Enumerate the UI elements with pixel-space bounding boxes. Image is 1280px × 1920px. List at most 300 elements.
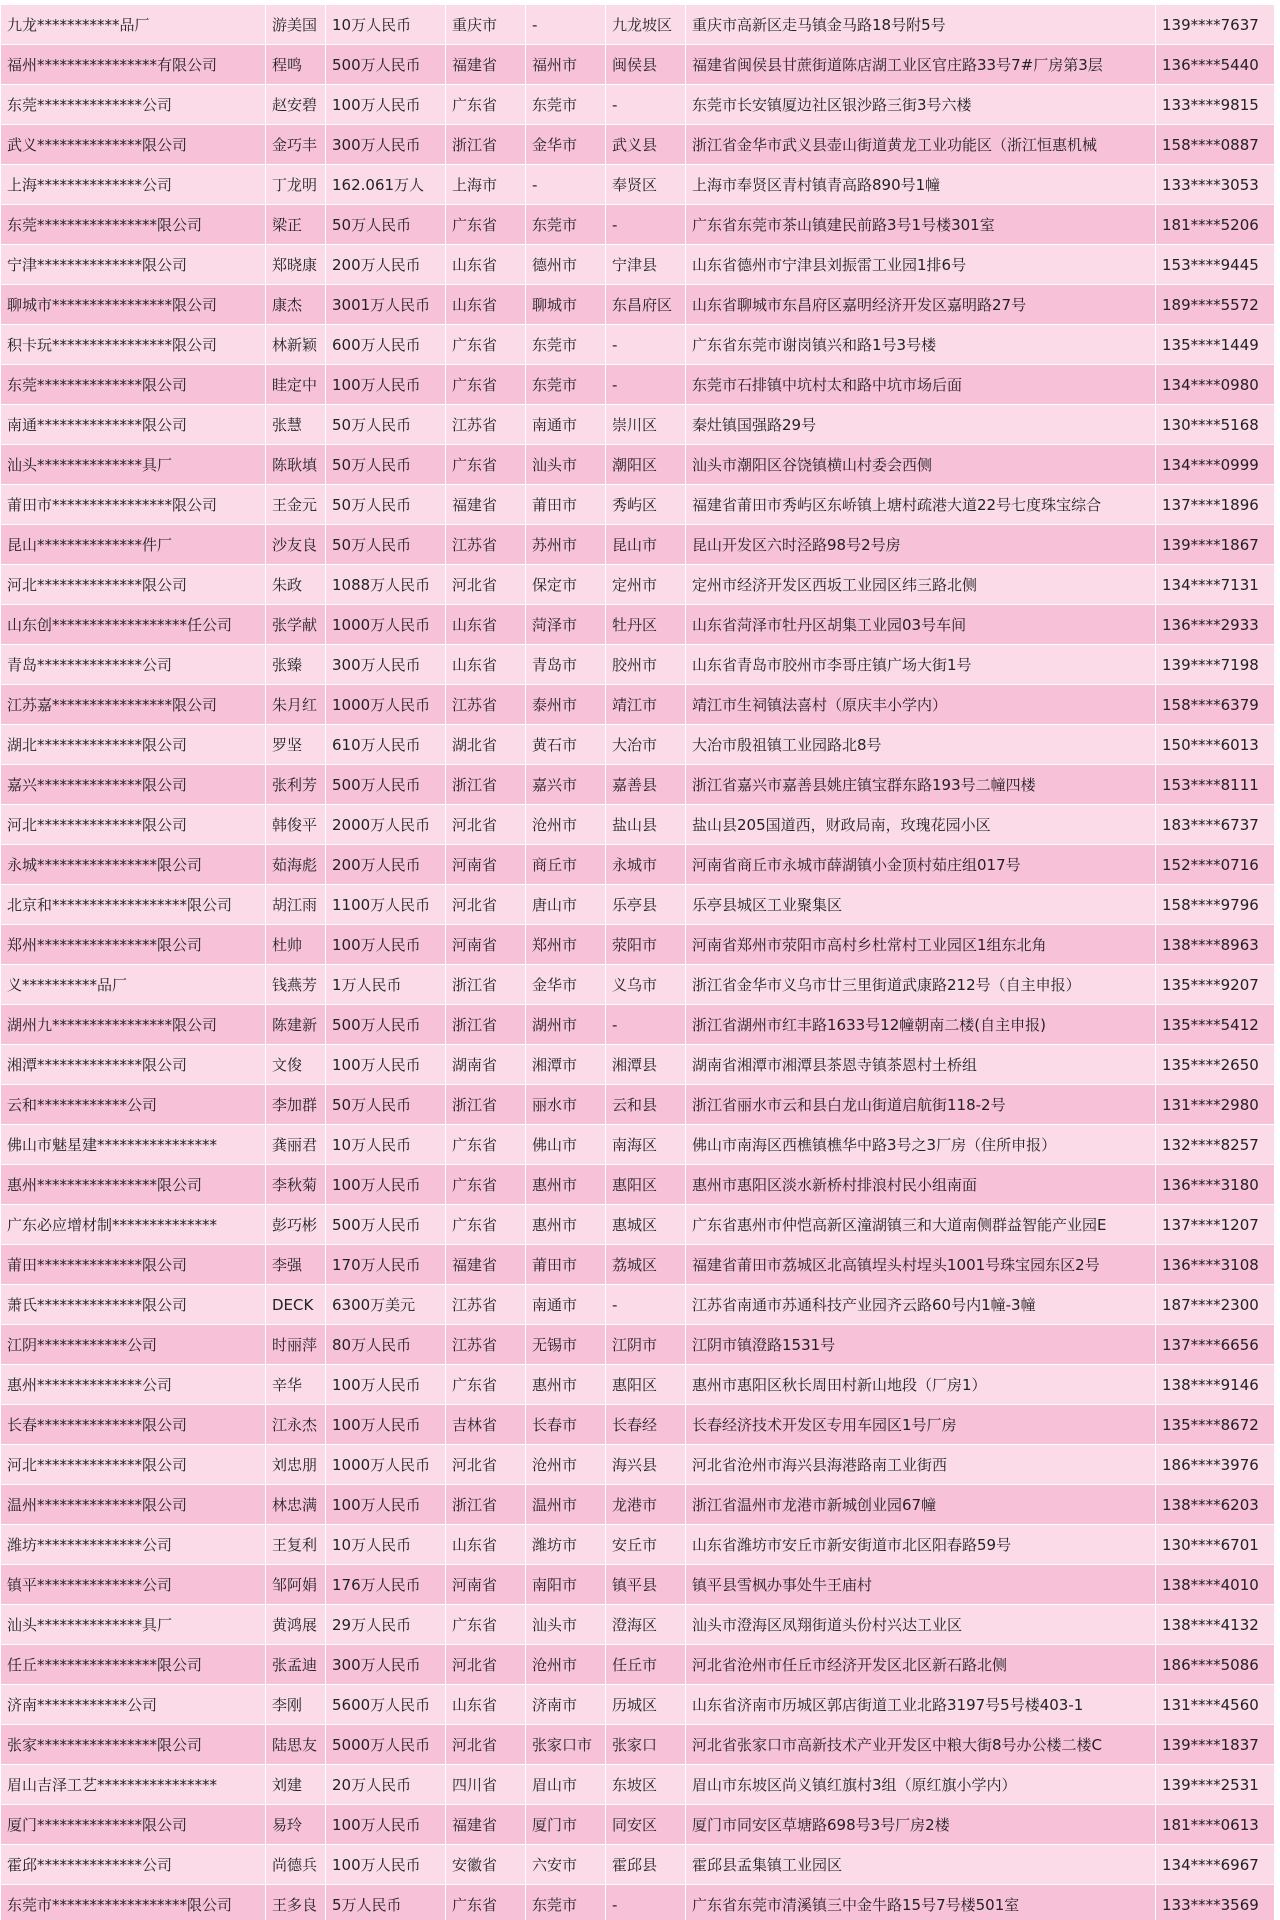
registered-capital-cell: 6300万美元 bbox=[326, 1285, 446, 1325]
right-edge bbox=[1274, 0, 1280, 1920]
registered-capital-cell: 5000万人民币 bbox=[326, 1725, 446, 1765]
company-cell: 湘潭**************限公司 bbox=[1, 1045, 266, 1085]
company-cell: 广东必应增材制************** bbox=[1, 1205, 266, 1245]
registered-capital-cell: 100万人民币 bbox=[326, 1805, 446, 1845]
company-cell: 镇平**************公司 bbox=[1, 1565, 266, 1605]
table-row bbox=[1, 485, 1280, 525]
legal-person-cell: 杜帅 bbox=[266, 925, 326, 965]
city-cell: 聊城市 bbox=[526, 285, 606, 325]
district-cell: 乐亭县 bbox=[606, 885, 686, 925]
table-row bbox=[1, 1605, 1280, 1645]
address-cell: 山东省聊城市东昌府区嘉明经济开发区嘉明路27号 bbox=[686, 285, 1156, 325]
province-cell: 浙江省 bbox=[446, 1485, 526, 1525]
company-cell: 惠州****************限公司 bbox=[1, 1165, 266, 1205]
phone-cell: 153****9445 bbox=[1156, 245, 1280, 285]
city-cell: 丽水市 bbox=[526, 1085, 606, 1125]
legal-person-cell: 李秋菊 bbox=[266, 1165, 326, 1205]
district-cell: 永城市 bbox=[606, 845, 686, 885]
phone-cell: 134****0980 bbox=[1156, 365, 1280, 405]
table-row bbox=[1, 445, 1280, 485]
company-cell: 佛山市魅星建**************** bbox=[1, 1125, 266, 1165]
province-cell: 广东省 bbox=[446, 1885, 526, 1920]
table-row bbox=[1, 1405, 1280, 1445]
table-row bbox=[1, 85, 1280, 125]
registered-capital-cell: 1100万人民币 bbox=[326, 885, 446, 925]
city-cell: 济南市 bbox=[526, 1685, 606, 1725]
address-cell: 惠州市惠阳区秋长周田村新山地段（厂房1） bbox=[686, 1365, 1156, 1405]
city-cell: 惠州市 bbox=[526, 1165, 606, 1205]
legal-person-cell: 胡江雨 bbox=[266, 885, 326, 925]
address-cell: 眉山市东坡区尚义镇红旗村3组（原红旗小学内） bbox=[686, 1765, 1156, 1805]
district-cell: 历城区 bbox=[606, 1685, 686, 1725]
address-cell: 重庆市高新区走马镇金马路18号附5号 bbox=[686, 5, 1156, 45]
legal-person-cell: 李刚 bbox=[266, 1685, 326, 1725]
address-cell: 惠州市惠阳区淡水新桥村排浪村民小组南面 bbox=[686, 1165, 1156, 1205]
district-cell: 南海区 bbox=[606, 1125, 686, 1165]
phone-cell: 139****7198 bbox=[1156, 645, 1280, 685]
table-row bbox=[1, 1565, 1280, 1605]
city-cell: 东莞市 bbox=[526, 365, 606, 405]
table-row bbox=[1, 1325, 1280, 1365]
address-cell: 盐山县205国道西，财政局南，玫瑰花园小区 bbox=[686, 805, 1156, 845]
city-cell: 厦门市 bbox=[526, 1805, 606, 1845]
phone-cell: 187****2300 bbox=[1156, 1285, 1280, 1325]
company-cell: 聊城市****************限公司 bbox=[1, 285, 266, 325]
province-cell: 福建省 bbox=[446, 1245, 526, 1285]
address-cell: 浙江省温州市龙港市新城创业园67幢 bbox=[686, 1485, 1156, 1525]
address-cell: 福建省莆田市荔城区北高镇埕头村埕头1001号珠宝园东区2号 bbox=[686, 1245, 1156, 1285]
table-row bbox=[1, 165, 1280, 205]
registered-capital-cell: 1000万人民币 bbox=[326, 605, 446, 645]
city-cell: 莆田市 bbox=[526, 1245, 606, 1285]
phone-cell: 138****4132 bbox=[1156, 1605, 1280, 1645]
address-cell: 河北省沧州市海兴县海港路南工业街西 bbox=[686, 1445, 1156, 1485]
city-cell: 苏州市 bbox=[526, 525, 606, 565]
legal-person-cell: 江永杰 bbox=[266, 1405, 326, 1445]
phone-cell: 186****3976 bbox=[1156, 1445, 1280, 1485]
legal-person-cell: DECK bbox=[266, 1285, 326, 1325]
address-cell: 广东省惠州市仲恺高新区潼湖镇三和大道南侧群益智能产业园E bbox=[686, 1205, 1156, 1245]
city-cell: 嘉兴市 bbox=[526, 765, 606, 805]
phone-cell: 186****5086 bbox=[1156, 1645, 1280, 1685]
phone-cell: 131****4560 bbox=[1156, 1685, 1280, 1725]
address-cell: 河北省沧州市任丘市经济开发区北区新石路北侧 bbox=[686, 1645, 1156, 1685]
city-cell: 张家口市 bbox=[526, 1725, 606, 1765]
phone-cell: 138****8963 bbox=[1156, 925, 1280, 965]
registered-capital-cell: 200万人民币 bbox=[326, 245, 446, 285]
table-row bbox=[1, 765, 1280, 805]
address-cell: 广东省东莞市茶山镇建民前路3号1号楼301室 bbox=[686, 205, 1156, 245]
city-cell: 福州市 bbox=[526, 45, 606, 85]
city-cell: 金华市 bbox=[526, 125, 606, 165]
province-cell: 广东省 bbox=[446, 325, 526, 365]
legal-person-cell: 韩俊平 bbox=[266, 805, 326, 845]
province-cell: 江苏省 bbox=[446, 405, 526, 445]
company-cell: 上海**************公司 bbox=[1, 165, 266, 205]
address-cell: 昆山开发区六时泾路98号2号房 bbox=[686, 525, 1156, 565]
province-cell: 广东省 bbox=[446, 445, 526, 485]
phone-cell: 181****5206 bbox=[1156, 205, 1280, 245]
district-cell: 武义县 bbox=[606, 125, 686, 165]
district-cell: 秀屿区 bbox=[606, 485, 686, 525]
registered-capital-cell: 50万人民币 bbox=[326, 445, 446, 485]
table-row bbox=[1, 1085, 1280, 1125]
company-cell: 武义**************限公司 bbox=[1, 125, 266, 165]
legal-person-cell: 张利芳 bbox=[266, 765, 326, 805]
province-cell: 江苏省 bbox=[446, 525, 526, 565]
registered-capital-cell: 170万人民币 bbox=[326, 1245, 446, 1285]
district-cell: 潮阳区 bbox=[606, 445, 686, 485]
address-cell: 浙江省金华市武义县壶山街道黄龙工业功能区（浙江恒惠机械 bbox=[686, 125, 1156, 165]
phone-cell: 135****1449 bbox=[1156, 325, 1280, 365]
company-cell: 莆田**************限公司 bbox=[1, 1245, 266, 1285]
province-cell: 福建省 bbox=[446, 485, 526, 525]
legal-person-cell: 李强 bbox=[266, 1245, 326, 1285]
registered-capital-cell: 10万人民币 bbox=[326, 1125, 446, 1165]
city-cell: 黄石市 bbox=[526, 725, 606, 765]
table-body bbox=[1, 5, 1280, 1920]
table-row bbox=[1, 1525, 1280, 1565]
company-cell: 九龙***********品厂 bbox=[1, 5, 266, 45]
district-cell: 宁津县 bbox=[606, 245, 686, 285]
table-row bbox=[1, 1725, 1280, 1765]
registered-capital-cell: 100万人民币 bbox=[326, 85, 446, 125]
phone-cell: 132****8257 bbox=[1156, 1125, 1280, 1165]
table-row bbox=[1, 365, 1280, 405]
legal-person-cell: 罗坚 bbox=[266, 725, 326, 765]
city-cell: - bbox=[526, 165, 606, 205]
table-row bbox=[1, 885, 1280, 925]
legal-person-cell: 王多良 bbox=[266, 1885, 326, 1920]
table-row bbox=[1, 565, 1280, 605]
table-row bbox=[1, 1005, 1280, 1045]
table-row bbox=[1, 1685, 1280, 1725]
company-cell: 南通**************限公司 bbox=[1, 405, 266, 445]
district-cell: 昆山市 bbox=[606, 525, 686, 565]
province-cell: 广东省 bbox=[446, 1205, 526, 1245]
company-cell: 萧氏**************限公司 bbox=[1, 1285, 266, 1325]
phone-cell: 137****1207 bbox=[1156, 1205, 1280, 1245]
company-cell: 济南************公司 bbox=[1, 1685, 266, 1725]
address-cell: 山东省济南市历城区郭店街道工业北路3197号5号楼403-1 bbox=[686, 1685, 1156, 1725]
legal-person-cell: 邹阿娟 bbox=[266, 1565, 326, 1605]
company-cell: 积卡玩****************限公司 bbox=[1, 325, 266, 365]
district-cell: 任丘市 bbox=[606, 1645, 686, 1685]
phone-cell: 135****5412 bbox=[1156, 1005, 1280, 1045]
phone-cell: 189****5572 bbox=[1156, 285, 1280, 325]
legal-person-cell: 张慧 bbox=[266, 405, 326, 445]
city-cell: 金华市 bbox=[526, 965, 606, 1005]
legal-person-cell: 刘建 bbox=[266, 1765, 326, 1805]
legal-person-cell: 赵安碧 bbox=[266, 85, 326, 125]
legal-person-cell: 陆思友 bbox=[266, 1725, 326, 1765]
company-cell: 汕头**************具厂 bbox=[1, 1605, 266, 1645]
registered-capital-cell: 50万人民币 bbox=[326, 405, 446, 445]
district-cell: 胶州市 bbox=[606, 645, 686, 685]
district-cell: 东坡区 bbox=[606, 1765, 686, 1805]
company-cell: 东莞市******************限公司 bbox=[1, 1885, 266, 1920]
company-cell: 郑州****************限公司 bbox=[1, 925, 266, 965]
phone-cell: 138****4010 bbox=[1156, 1565, 1280, 1605]
province-cell: 江苏省 bbox=[446, 1325, 526, 1365]
registered-capital-cell: 610万人民币 bbox=[326, 725, 446, 765]
table-row bbox=[1, 965, 1280, 1005]
province-cell: 浙江省 bbox=[446, 965, 526, 1005]
city-cell: 眉山市 bbox=[526, 1765, 606, 1805]
company-cell: 河北**************限公司 bbox=[1, 565, 266, 605]
province-cell: 安徽省 bbox=[446, 1845, 526, 1885]
address-cell: 山东省潍坊市安丘市新安街道市北区阳春路59号 bbox=[686, 1525, 1156, 1565]
legal-person-cell: 金巧丰 bbox=[266, 125, 326, 165]
province-cell: 河北省 bbox=[446, 1445, 526, 1485]
phone-cell: 158****9796 bbox=[1156, 885, 1280, 925]
table-row bbox=[1, 525, 1280, 565]
city-cell: 东莞市 bbox=[526, 325, 606, 365]
table-row bbox=[1, 645, 1280, 685]
address-cell: 佛山市南海区西樵镇樵华中路3号之3厂房（住所申报） bbox=[686, 1125, 1156, 1165]
address-cell: 山东省德州市宁津县刘振雷工业园1排6号 bbox=[686, 245, 1156, 285]
province-cell: 广东省 bbox=[446, 1605, 526, 1645]
phone-cell: 137****1896 bbox=[1156, 485, 1280, 525]
province-cell: 浙江省 bbox=[446, 765, 526, 805]
table-row bbox=[1, 1205, 1280, 1245]
city-cell: 六安市 bbox=[526, 1845, 606, 1885]
registered-capital-cell: 162.061万人 bbox=[326, 165, 446, 205]
legal-person-cell: 黄鸿展 bbox=[266, 1605, 326, 1645]
city-cell: 商丘市 bbox=[526, 845, 606, 885]
registered-capital-cell: 300万人民币 bbox=[326, 125, 446, 165]
legal-person-cell: 郑晓康 bbox=[266, 245, 326, 285]
address-cell: 山东省菏泽市牡丹区胡集工业园03号车间 bbox=[686, 605, 1156, 645]
company-cell: 宁津**************限公司 bbox=[1, 245, 266, 285]
phone-cell: 183****6737 bbox=[1156, 805, 1280, 845]
address-cell: 河北省张家口市高新技术产业开发区中粮大街8号办公楼二楼C bbox=[686, 1725, 1156, 1765]
address-cell: 定州市经济开发区西坂工业园区纬三路北侧 bbox=[686, 565, 1156, 605]
registered-capital-cell: 100万人民币 bbox=[326, 1165, 446, 1205]
province-cell: 浙江省 bbox=[446, 1005, 526, 1045]
registered-capital-cell: 50万人民币 bbox=[326, 1085, 446, 1125]
district-cell: - bbox=[606, 205, 686, 245]
district-cell: 荔城区 bbox=[606, 1245, 686, 1285]
province-cell: 河南省 bbox=[446, 925, 526, 965]
table-row bbox=[1, 925, 1280, 965]
registered-capital-cell: 10万人民币 bbox=[326, 5, 446, 45]
table-row bbox=[1, 1485, 1280, 1525]
company-table bbox=[0, 4, 1280, 1920]
company-cell: 河北**************限公司 bbox=[1, 1445, 266, 1485]
company-cell: 任丘****************限公司 bbox=[1, 1645, 266, 1685]
company-cell: 义**********品厂 bbox=[1, 965, 266, 1005]
district-cell: 江阴市 bbox=[606, 1325, 686, 1365]
company-cell: 惠州**************公司 bbox=[1, 1365, 266, 1405]
phone-cell: 150****6013 bbox=[1156, 725, 1280, 765]
province-cell: 河北省 bbox=[446, 1725, 526, 1765]
legal-person-cell: 时丽萍 bbox=[266, 1325, 326, 1365]
company-cell: 北京和******************限公司 bbox=[1, 885, 266, 925]
district-cell: - bbox=[606, 1005, 686, 1045]
city-cell: 湘潭市 bbox=[526, 1045, 606, 1085]
phone-cell: 139****1867 bbox=[1156, 525, 1280, 565]
company-cell: 厦门**************限公司 bbox=[1, 1805, 266, 1845]
address-cell: 东莞市石排镇中坑村太和路中坑市场后面 bbox=[686, 365, 1156, 405]
company-cell: 昆山**************件厂 bbox=[1, 525, 266, 565]
legal-person-cell: 易玲 bbox=[266, 1805, 326, 1845]
district-cell: - bbox=[606, 1285, 686, 1325]
address-cell: 福建省闽侯县甘蔗街道陈店湖工业区官庄路33号7#厂房第3层 bbox=[686, 45, 1156, 85]
legal-person-cell: 林新颖 bbox=[266, 325, 326, 365]
district-cell: 张家口 bbox=[606, 1725, 686, 1765]
province-cell: 江苏省 bbox=[446, 685, 526, 725]
legal-person-cell: 辛华 bbox=[266, 1365, 326, 1405]
legal-person-cell: 张学献 bbox=[266, 605, 326, 645]
company-cell: 温州**************限公司 bbox=[1, 1485, 266, 1525]
address-cell: 浙江省嘉兴市嘉善县姚庄镇宝群东路193号二幢四楼 bbox=[686, 765, 1156, 805]
phone-cell: 133****3053 bbox=[1156, 165, 1280, 205]
district-cell: 惠阳区 bbox=[606, 1365, 686, 1405]
registered-capital-cell: 100万人民币 bbox=[326, 1405, 446, 1445]
table-row bbox=[1, 1885, 1280, 1920]
province-cell: 重庆市 bbox=[446, 5, 526, 45]
province-cell: 广东省 bbox=[446, 365, 526, 405]
table-row bbox=[1, 685, 1280, 725]
province-cell: 湖南省 bbox=[446, 1045, 526, 1085]
district-cell: 闽侯县 bbox=[606, 45, 686, 85]
company-cell: 潍坊**************公司 bbox=[1, 1525, 266, 1565]
phone-cell: 158****6379 bbox=[1156, 685, 1280, 725]
city-cell: 东莞市 bbox=[526, 85, 606, 125]
company-cell: 青岛**************公司 bbox=[1, 645, 266, 685]
company-cell: 河北**************限公司 bbox=[1, 805, 266, 845]
district-cell: 龙港市 bbox=[606, 1485, 686, 1525]
district-cell: 镇平县 bbox=[606, 1565, 686, 1605]
address-cell: 山东省青岛市胶州市李哥庄镇广场大街1号 bbox=[686, 645, 1156, 685]
table-row bbox=[1, 845, 1280, 885]
phone-cell: 136****3180 bbox=[1156, 1165, 1280, 1205]
phone-cell: 139****7637 bbox=[1156, 5, 1280, 45]
province-cell: 湖北省 bbox=[446, 725, 526, 765]
city-cell: 东莞市 bbox=[526, 205, 606, 245]
address-cell: 秦灶镇国强路29号 bbox=[686, 405, 1156, 445]
table-row bbox=[1, 1245, 1280, 1285]
district-cell: 牡丹区 bbox=[606, 605, 686, 645]
registered-capital-cell: 100万人民币 bbox=[326, 1485, 446, 1525]
address-cell: 河南省郑州市荥阳市高村乡杜常村工业园区1组东北角 bbox=[686, 925, 1156, 965]
district-cell: 惠城区 bbox=[606, 1205, 686, 1245]
address-cell: 厦门市同安区草塘路698号3号厂房2楼 bbox=[686, 1805, 1156, 1845]
province-cell: 广东省 bbox=[446, 85, 526, 125]
address-cell: 河南省商丘市永城市薛湖镇小金顶村茹庄组017号 bbox=[686, 845, 1156, 885]
address-cell: 靖江市生祠镇法喜村（原庆丰小学内） bbox=[686, 685, 1156, 725]
address-cell: 广东省东莞市谢岗镇兴和路1号3号楼 bbox=[686, 325, 1156, 365]
district-cell: 云和县 bbox=[606, 1085, 686, 1125]
city-cell: 无锡市 bbox=[526, 1325, 606, 1365]
registered-capital-cell: 100万人民币 bbox=[326, 365, 446, 405]
address-cell: 江阴市镇澄路1531号 bbox=[686, 1325, 1156, 1365]
district-cell: 湘潭县 bbox=[606, 1045, 686, 1085]
table-wrapper bbox=[0, 4, 1280, 1920]
address-cell: 浙江省湖州市红丰路1633号12幢朝南二楼(自主申报) bbox=[686, 1005, 1156, 1045]
legal-person-cell: 陈耿填 bbox=[266, 445, 326, 485]
city-cell: 湖州市 bbox=[526, 1005, 606, 1045]
city-cell: 潍坊市 bbox=[526, 1525, 606, 1565]
city-cell: 佛山市 bbox=[526, 1125, 606, 1165]
legal-person-cell: 张孟迪 bbox=[266, 1645, 326, 1685]
address-cell: 霍邱县孟集镇工业园区 bbox=[686, 1845, 1156, 1885]
table-row bbox=[1, 805, 1280, 845]
phone-cell: 136****3108 bbox=[1156, 1245, 1280, 1285]
province-cell: 广东省 bbox=[446, 1165, 526, 1205]
legal-person-cell: 游美国 bbox=[266, 5, 326, 45]
district-cell: 安丘市 bbox=[606, 1525, 686, 1565]
table-row bbox=[1, 1125, 1280, 1165]
district-cell: 崇川区 bbox=[606, 405, 686, 445]
province-cell: 山东省 bbox=[446, 1685, 526, 1725]
legal-person-cell: 朱月红 bbox=[266, 685, 326, 725]
table-row bbox=[1, 45, 1280, 85]
phone-cell: 131****2980 bbox=[1156, 1085, 1280, 1125]
city-cell: 菏泽市 bbox=[526, 605, 606, 645]
registered-capital-cell: 10万人民币 bbox=[326, 1525, 446, 1565]
company-cell: 莆田市****************限公司 bbox=[1, 485, 266, 525]
registered-capital-cell: 50万人民币 bbox=[326, 525, 446, 565]
city-cell: 莆田市 bbox=[526, 485, 606, 525]
registered-capital-cell: 50万人民币 bbox=[326, 205, 446, 245]
company-cell: 霍邱**************公司 bbox=[1, 1845, 266, 1885]
company-cell: 嘉兴**************限公司 bbox=[1, 765, 266, 805]
phone-cell: 158****0887 bbox=[1156, 125, 1280, 165]
legal-person-cell: 茹海彪 bbox=[266, 845, 326, 885]
district-cell: 义乌市 bbox=[606, 965, 686, 1005]
city-cell: 温州市 bbox=[526, 1485, 606, 1525]
table-row bbox=[1, 205, 1280, 245]
registered-capital-cell: 1088万人民币 bbox=[326, 565, 446, 605]
registered-capital-cell: 100万人民币 bbox=[326, 1365, 446, 1405]
district-cell: 嘉善县 bbox=[606, 765, 686, 805]
legal-person-cell: 眭定中 bbox=[266, 365, 326, 405]
city-cell: 青岛市 bbox=[526, 645, 606, 685]
city-cell: 长春市 bbox=[526, 1405, 606, 1445]
district-cell: 同安区 bbox=[606, 1805, 686, 1845]
city-cell: 唐山市 bbox=[526, 885, 606, 925]
phone-cell: 138****9146 bbox=[1156, 1365, 1280, 1405]
district-cell: 奉贤区 bbox=[606, 165, 686, 205]
phone-cell: 135****8672 bbox=[1156, 1405, 1280, 1445]
table-row bbox=[1, 1645, 1280, 1685]
district-cell: - bbox=[606, 325, 686, 365]
company-cell: 东莞**************公司 bbox=[1, 85, 266, 125]
province-cell: 福建省 bbox=[446, 1805, 526, 1845]
province-cell: 河北省 bbox=[446, 805, 526, 845]
district-cell: 东昌府区 bbox=[606, 285, 686, 325]
address-cell: 湖南省湘潭市湘潭县茶恩寺镇茶恩村土桥组 bbox=[686, 1045, 1156, 1085]
legal-person-cell: 尚德兵 bbox=[266, 1845, 326, 1885]
registered-capital-cell: 80万人民币 bbox=[326, 1325, 446, 1365]
company-cell: 眉山吉泽工艺**************** bbox=[1, 1765, 266, 1805]
district-cell: - bbox=[606, 365, 686, 405]
district-cell: 海兴县 bbox=[606, 1445, 686, 1485]
legal-person-cell: 李加群 bbox=[266, 1085, 326, 1125]
phone-cell: 137****6656 bbox=[1156, 1325, 1280, 1365]
city-cell: 南阳市 bbox=[526, 1565, 606, 1605]
company-cell: 山东创******************任公司 bbox=[1, 605, 266, 645]
phone-cell: 181****0613 bbox=[1156, 1805, 1280, 1845]
phone-cell: 139****2531 bbox=[1156, 1765, 1280, 1805]
province-cell: 四川省 bbox=[446, 1765, 526, 1805]
table-row bbox=[1, 405, 1280, 445]
registered-capital-cell: 500万人民币 bbox=[326, 1005, 446, 1045]
legal-person-cell: 钱燕芳 bbox=[266, 965, 326, 1005]
phone-cell: 134****6967 bbox=[1156, 1845, 1280, 1885]
